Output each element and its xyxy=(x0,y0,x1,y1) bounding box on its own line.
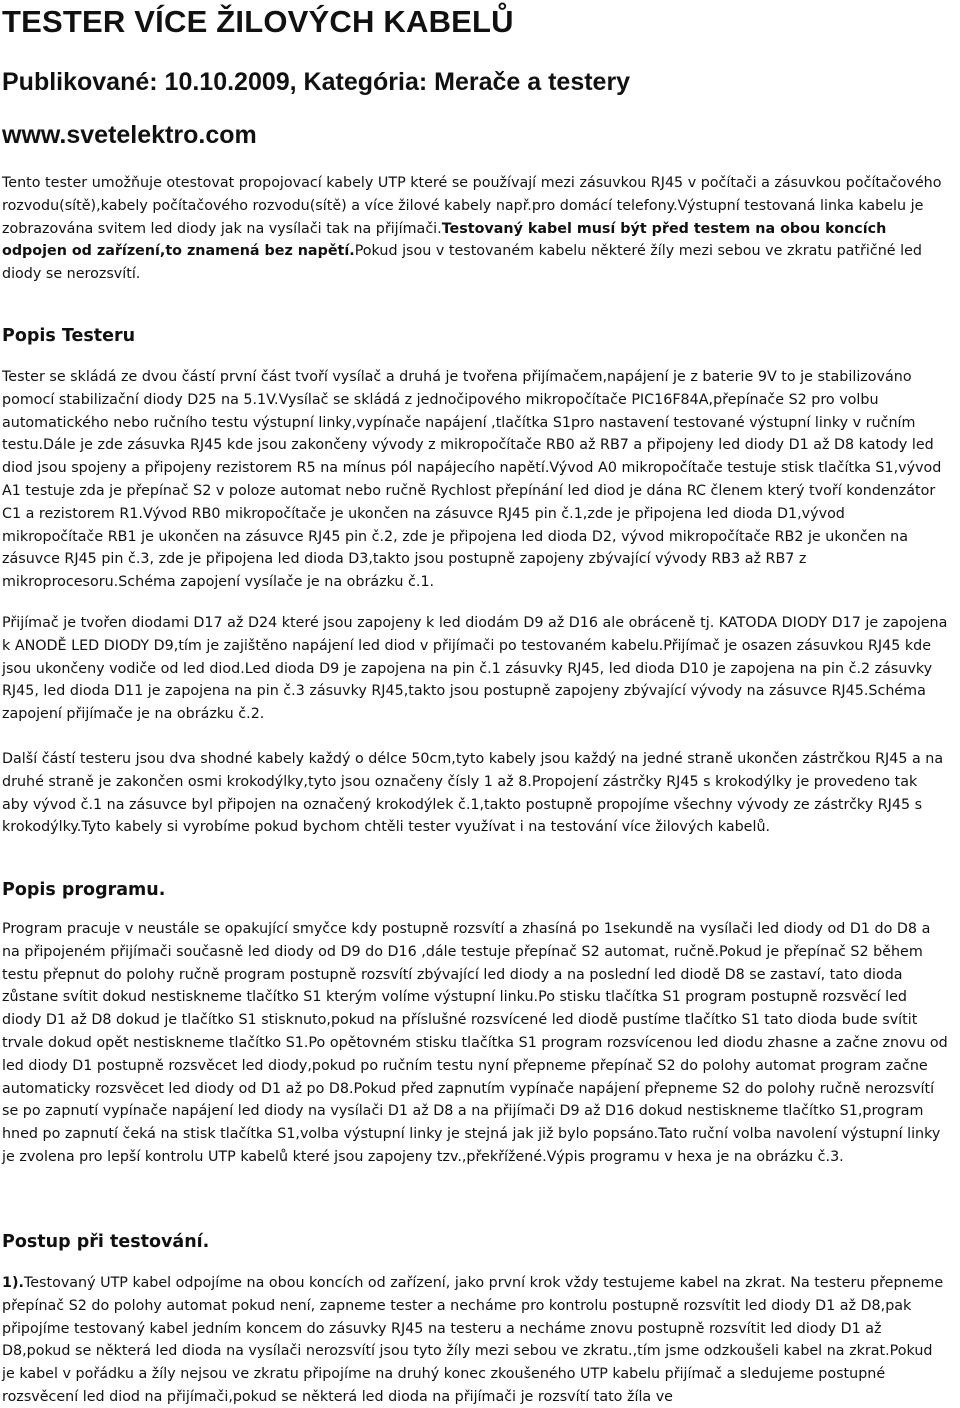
intro-text-2: Pokud jsou v testovaném kabelu některé žíly mezi sebou ve zkratu patřičné led diody se nerozsvítí. xyxy=(2,243,922,283)
website-link[interactable]: www.svetelektro.com xyxy=(2,121,257,149)
tester-paragraph-1: Tester se skládá ze dvou částí první část tvoří vysílač a druhá je tvořena přijímačem,napájení je z baterie 9V to je stabilizováno pomocí stabilizační diody D25 na 5.1V.Vysílač se skládá z jednočipového mikropočítače PIC16F84A,přepínače S2 pro volbu automatického nebo ručního testu výstupní linky,vypínače napájení ,tlačítka S1pro nastavení testované výstupní linky v ručním testu.Dále je zde zásuvka RJ45 kde jsou zakončeny vývody z mikropočítače RB0 až RB7 a připojeny led diody D1 až D8 katody led diod jsou spojeny a připojeny rezistorem R5 na mínus pól napájecího napětí.Vývod A0 mikropočítače testuje stisk tlačítka S1,vývod A1 testuje zda je přepínač S2 v poloze automat nebo ručně Rychlost přepínání led diod je dána RC členem který tvoří kondenzátor C1 a rezistorem R1.Vývod RB0 mikropočítače je ukončen na zásuvce RJ45 pin č.1,zde je připojena led dioda D1,vývod mikropočítače RB1 je ukončen na zásuvce RJ45 pin č.2, zde je připojena led dioda D2, vývod mikropočítače RB2 je ukončen na zásuvce RJ45 pin č.3, zde je připojena led dioda D3,takto jsou postupně zapojeny zbývající vývody RB3 až RB7 z mikroprocesoru.Schéma zapojení vysílače je na obrázku č.1. xyxy=(2,369,942,591)
heading-postup: Postup při testování. xyxy=(2,1232,210,1252)
postup-paragraph xyxy=(2,1272,948,1408)
program-paragraph: Program pracuje v neustále se opakující smyčce kdy postupně rozsvítí a zhasíná po 1sekundě na vysílači led diody od D1 do D8 a na připojeném přijímači současně led diody od D9 do D16 ,dále testuje přepínač S2 automat, ručně.Pokud je přepínač S2 během testu přepnut do polohy ručně program postupně rozsvítí zbývající led diody a na poslední led diodě D8 se zastaví, tato dioda zůstane svítit dokud nestiskneme tlačítko S1 kterým volíme výstupní linku.Po stisku tlačítka S1 program postupně rozsvěcí led diody D1 až D8 dokud je tlačítko S1 stisknuto,pokud na příslušné rozsvícené led diodě pustíme tlačítko S1 tato dioda bude svítit trvale dokud opět nestiskneme tlačítko S1.Po opětovném stisku tlačítka S1 program rozsvícenou led diodu zhasne a začne znovu od led diody D1 postupně rozsvěcet led diody,pokud po ručním testu nyní přepneme přepínač S2 do polohy automat program začne automaticky rozsvěcet led diody od D1 až po D8.Pokud před zapnutím vypínače napájení přepneme S2 do polohy ručně nerozsvítí se po zapnutí vypínače napájení led diody na vysílači D1 až D8 a na přijímači D9 až D16 dokud nestiskneme tlačítko S1,program hned po zapnutí čeká na stisk tlačítka S1,volba výstupní linky je stejná jak již bylo popsáno.Tato ruční volba navolení výstupní linky je zvolena pro lepší kontrolu UTP kabelů které jsou zapojeny tzv.,překřížené.Výpis programu v hexa je na obrázku č.3. xyxy=(2,921,948,1165)
heading-popis-testeru: Popis Testeru xyxy=(2,326,136,346)
tester-paragraph-2: Přijímač je tvořen diodami D17 až D24 které jsou zapojeny k led diodám D9 až D16 ale obráceně tj. KATODA DIODY D17 je zapojena k ANODĚ LED DIODY D9,tím je zajištěno napájení led diod v přijímači po testovaném kabelu.Přijímač je osazen zásuvkou RJ45 kde jsou ukončeny vodiče od led diod.Led dioda D9 je zapojena na pin č.1 zásuvky RJ45, led dioda D10 je zapojena na pin č.2 zásuvky RJ45, led dioda D11 je zapojena na pin č.3 zásuvky RJ45,takto jsou postupně zapojeny zbývající vývody na zásuvce RJ45.Schéma zapojení přijímače je na obrázku č.2. xyxy=(2,615,948,723)
document-title: TESTER VÍCE ŽILOVÝCH KABELŮ xyxy=(2,4,514,39)
intro-warning-bold: Testovaný kabel musí být před testem na obou koncích odpojen od zařízení,to znamená bez napětí. xyxy=(2,220,887,260)
intro-text-1: Tento tester umožňuje otestovat propojovací kabely UTP které se používají mezi zásuvkou RJ45 v počítači a zásuvkou počítačového rozvodu(sítě),kabely počítačového rozvodu(sítě) a více žilové kabely např.pro domácí telefony.Výstupní testovaná linka kabelu je zobrazována svitem led diody jak na vysílači tak na přijímači. xyxy=(2,175,942,237)
heading-popis-programu: Popis programu. xyxy=(2,880,166,900)
step-number: 1). xyxy=(2,1275,24,1291)
tester-paragraph-3: Další částí testeru jsou dva shodné kabely každý o délce 50cm,tyto kabely jsou každý na jedné straně ukončen zástrčkou RJ45 a na druhé straně je zakončen osmi krokodýlky,tyto jsou označeny čísly 1 až 8.Propojení zástrčky RJ45 s krokodýlky je provedeno tak aby vývod č.1 na zásuvce byl připojen na označený krokodýlek č.1,takto postupně propojíme všechny vývody ze zástrčky RJ45 s krokodýlky.Tyto kabely si vyrobíme pokud bychom chtěli tester využívat i na testování více žilových kabelů. xyxy=(2,751,944,836)
publication-info: Publikované: 10.10.2009, Kategória: Merače a testery xyxy=(2,68,631,96)
postup-text: Testovaný UTP kabel odpojíme na obou koncích od zařízení, jako první krok vždy testujeme kabel na zkrat. Na testeru přepneme přepínač S2 do polohy automat pokud není, zapneme tester a necháme pro kontrolu postupně rozsvítit led diody D1 až D8,pak připojíme testovaný kabel jedním koncem do zásuvky RJ45 na testeru a necháme znovu postupně rozsvítit led diody D1 až D8,pokud se některá led dioda na vysílači nerozsvítí jsou tyto žíly mezi sebou ve zkratu.,tím jsme odzkoušeli kabel na zkrat.Pokud je kabel v pořádku a žíly nejsou ve zkratu připojíme na druhý konec zkoušeného UTP kabelu přijímač a sledujeme postupné rozsvěcení led diod na přijímači,pokud se některá led dioda na přijímači je rozsvítí tato žíla ve xyxy=(2,1275,944,1405)
intro-paragraph xyxy=(2,172,948,286)
